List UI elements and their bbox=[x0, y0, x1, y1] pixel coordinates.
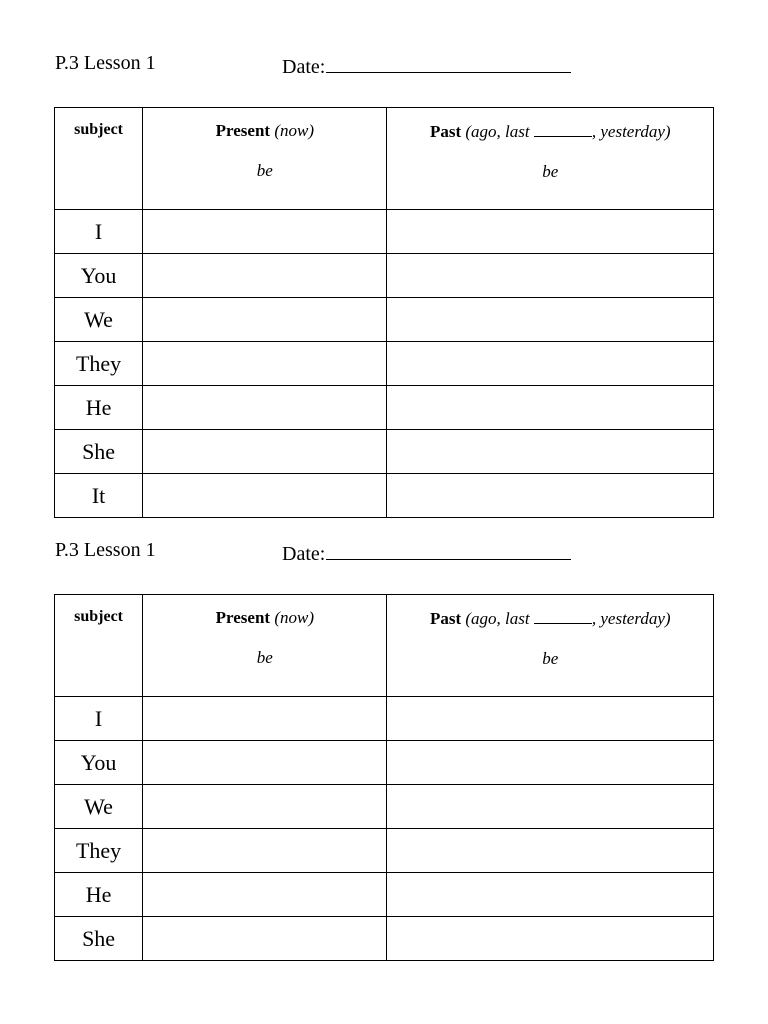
table-row bbox=[55, 873, 714, 917]
subject-header: subject bbox=[55, 108, 143, 210]
subject-cell: He bbox=[55, 873, 143, 917]
past-answer-cell[interactable] bbox=[387, 386, 714, 430]
present-label: Present bbox=[215, 121, 271, 140]
table-row bbox=[55, 386, 714, 430]
table-row bbox=[55, 430, 714, 474]
past-answer-cell[interactable] bbox=[387, 298, 714, 342]
present-answer-cell[interactable] bbox=[143, 254, 387, 298]
present-hint: (now) bbox=[274, 121, 314, 140]
table-header-row bbox=[55, 595, 714, 697]
past-answer-cell[interactable] bbox=[387, 741, 714, 785]
table-row bbox=[55, 298, 714, 342]
table-row bbox=[55, 254, 714, 298]
past-hint-start: (ago, last bbox=[465, 609, 530, 628]
present-answer-cell[interactable] bbox=[143, 697, 387, 741]
past-answer-cell[interactable] bbox=[387, 210, 714, 254]
date-label: Date: bbox=[282, 543, 326, 565]
table-row bbox=[55, 741, 714, 785]
past-answer-cell[interactable] bbox=[387, 430, 714, 474]
table-header-row bbox=[55, 108, 714, 210]
present-hint: (now) bbox=[274, 608, 314, 627]
present-answer-cell[interactable] bbox=[143, 342, 387, 386]
subject-cell: It bbox=[55, 474, 143, 518]
date-blank-line[interactable] bbox=[326, 539, 571, 560]
present-answer-cell[interactable] bbox=[143, 917, 387, 961]
subject-cell: She bbox=[55, 917, 143, 961]
subject-cell: They bbox=[55, 342, 143, 386]
table-row bbox=[55, 210, 714, 254]
subject-cell: I bbox=[55, 210, 143, 254]
past-hint-start: (ago, last bbox=[465, 122, 530, 141]
verb-table-1 bbox=[54, 107, 714, 518]
present-answer-cell[interactable] bbox=[143, 430, 387, 474]
present-answer-cell[interactable] bbox=[143, 873, 387, 917]
subject-cell: I bbox=[55, 697, 143, 741]
past-label: Past bbox=[429, 122, 462, 141]
past-hint-blank bbox=[534, 121, 592, 137]
present-verb: be bbox=[256, 648, 273, 667]
verb-table-2 bbox=[54, 594, 714, 961]
table-row bbox=[55, 342, 714, 386]
present-answer-cell[interactable] bbox=[143, 829, 387, 873]
past-verb: be bbox=[542, 649, 559, 668]
past-answer-cell[interactable] bbox=[387, 474, 714, 518]
subject-cell: He bbox=[55, 386, 143, 430]
lesson-title: P.3 Lesson 1 bbox=[55, 539, 156, 561]
present-answer-cell[interactable] bbox=[143, 785, 387, 829]
present-header bbox=[143, 108, 387, 210]
present-answer-cell[interactable] bbox=[143, 386, 387, 430]
present-answer-cell[interactable] bbox=[143, 741, 387, 785]
table-row bbox=[55, 785, 714, 829]
present-answer-cell[interactable] bbox=[143, 298, 387, 342]
past-answer-cell[interactable] bbox=[387, 829, 714, 873]
past-answer-cell[interactable] bbox=[387, 785, 714, 829]
subject-cell: We bbox=[55, 298, 143, 342]
past-header bbox=[387, 595, 714, 697]
past-answer-cell[interactable] bbox=[387, 254, 714, 298]
present-label: Present bbox=[215, 608, 271, 627]
subject-cell: You bbox=[55, 254, 143, 298]
past-label: Past bbox=[429, 609, 462, 628]
lesson-title: P.3 Lesson 1 bbox=[55, 52, 156, 74]
table-row bbox=[55, 917, 714, 961]
subject-header: subject bbox=[55, 595, 143, 697]
subject-cell: We bbox=[55, 785, 143, 829]
past-header bbox=[387, 108, 714, 210]
present-verb: be bbox=[256, 161, 273, 180]
present-answer-cell[interactable] bbox=[143, 474, 387, 518]
past-hint-end: , yesterday) bbox=[591, 122, 671, 141]
table-row bbox=[55, 474, 714, 518]
present-header bbox=[143, 595, 387, 697]
worksheet-header-2 bbox=[55, 539, 675, 565]
subject-cell: You bbox=[55, 741, 143, 785]
past-verb: be bbox=[542, 162, 559, 181]
subject-cell: They bbox=[55, 829, 143, 873]
past-answer-cell[interactable] bbox=[387, 917, 714, 961]
date-field[interactable] bbox=[282, 539, 571, 566]
past-answer-cell[interactable] bbox=[387, 873, 714, 917]
date-label: Date: bbox=[282, 56, 326, 78]
table-row bbox=[55, 697, 714, 741]
subject-cell: She bbox=[55, 430, 143, 474]
past-answer-cell[interactable] bbox=[387, 342, 714, 386]
worksheet-header-1 bbox=[55, 52, 675, 78]
date-blank-line[interactable] bbox=[326, 52, 571, 73]
date-field[interactable] bbox=[282, 52, 571, 79]
past-answer-cell[interactable] bbox=[387, 697, 714, 741]
table-row bbox=[55, 829, 714, 873]
present-answer-cell[interactable] bbox=[143, 210, 387, 254]
past-hint-end: , yesterday) bbox=[591, 609, 671, 628]
past-hint-blank bbox=[534, 608, 592, 624]
